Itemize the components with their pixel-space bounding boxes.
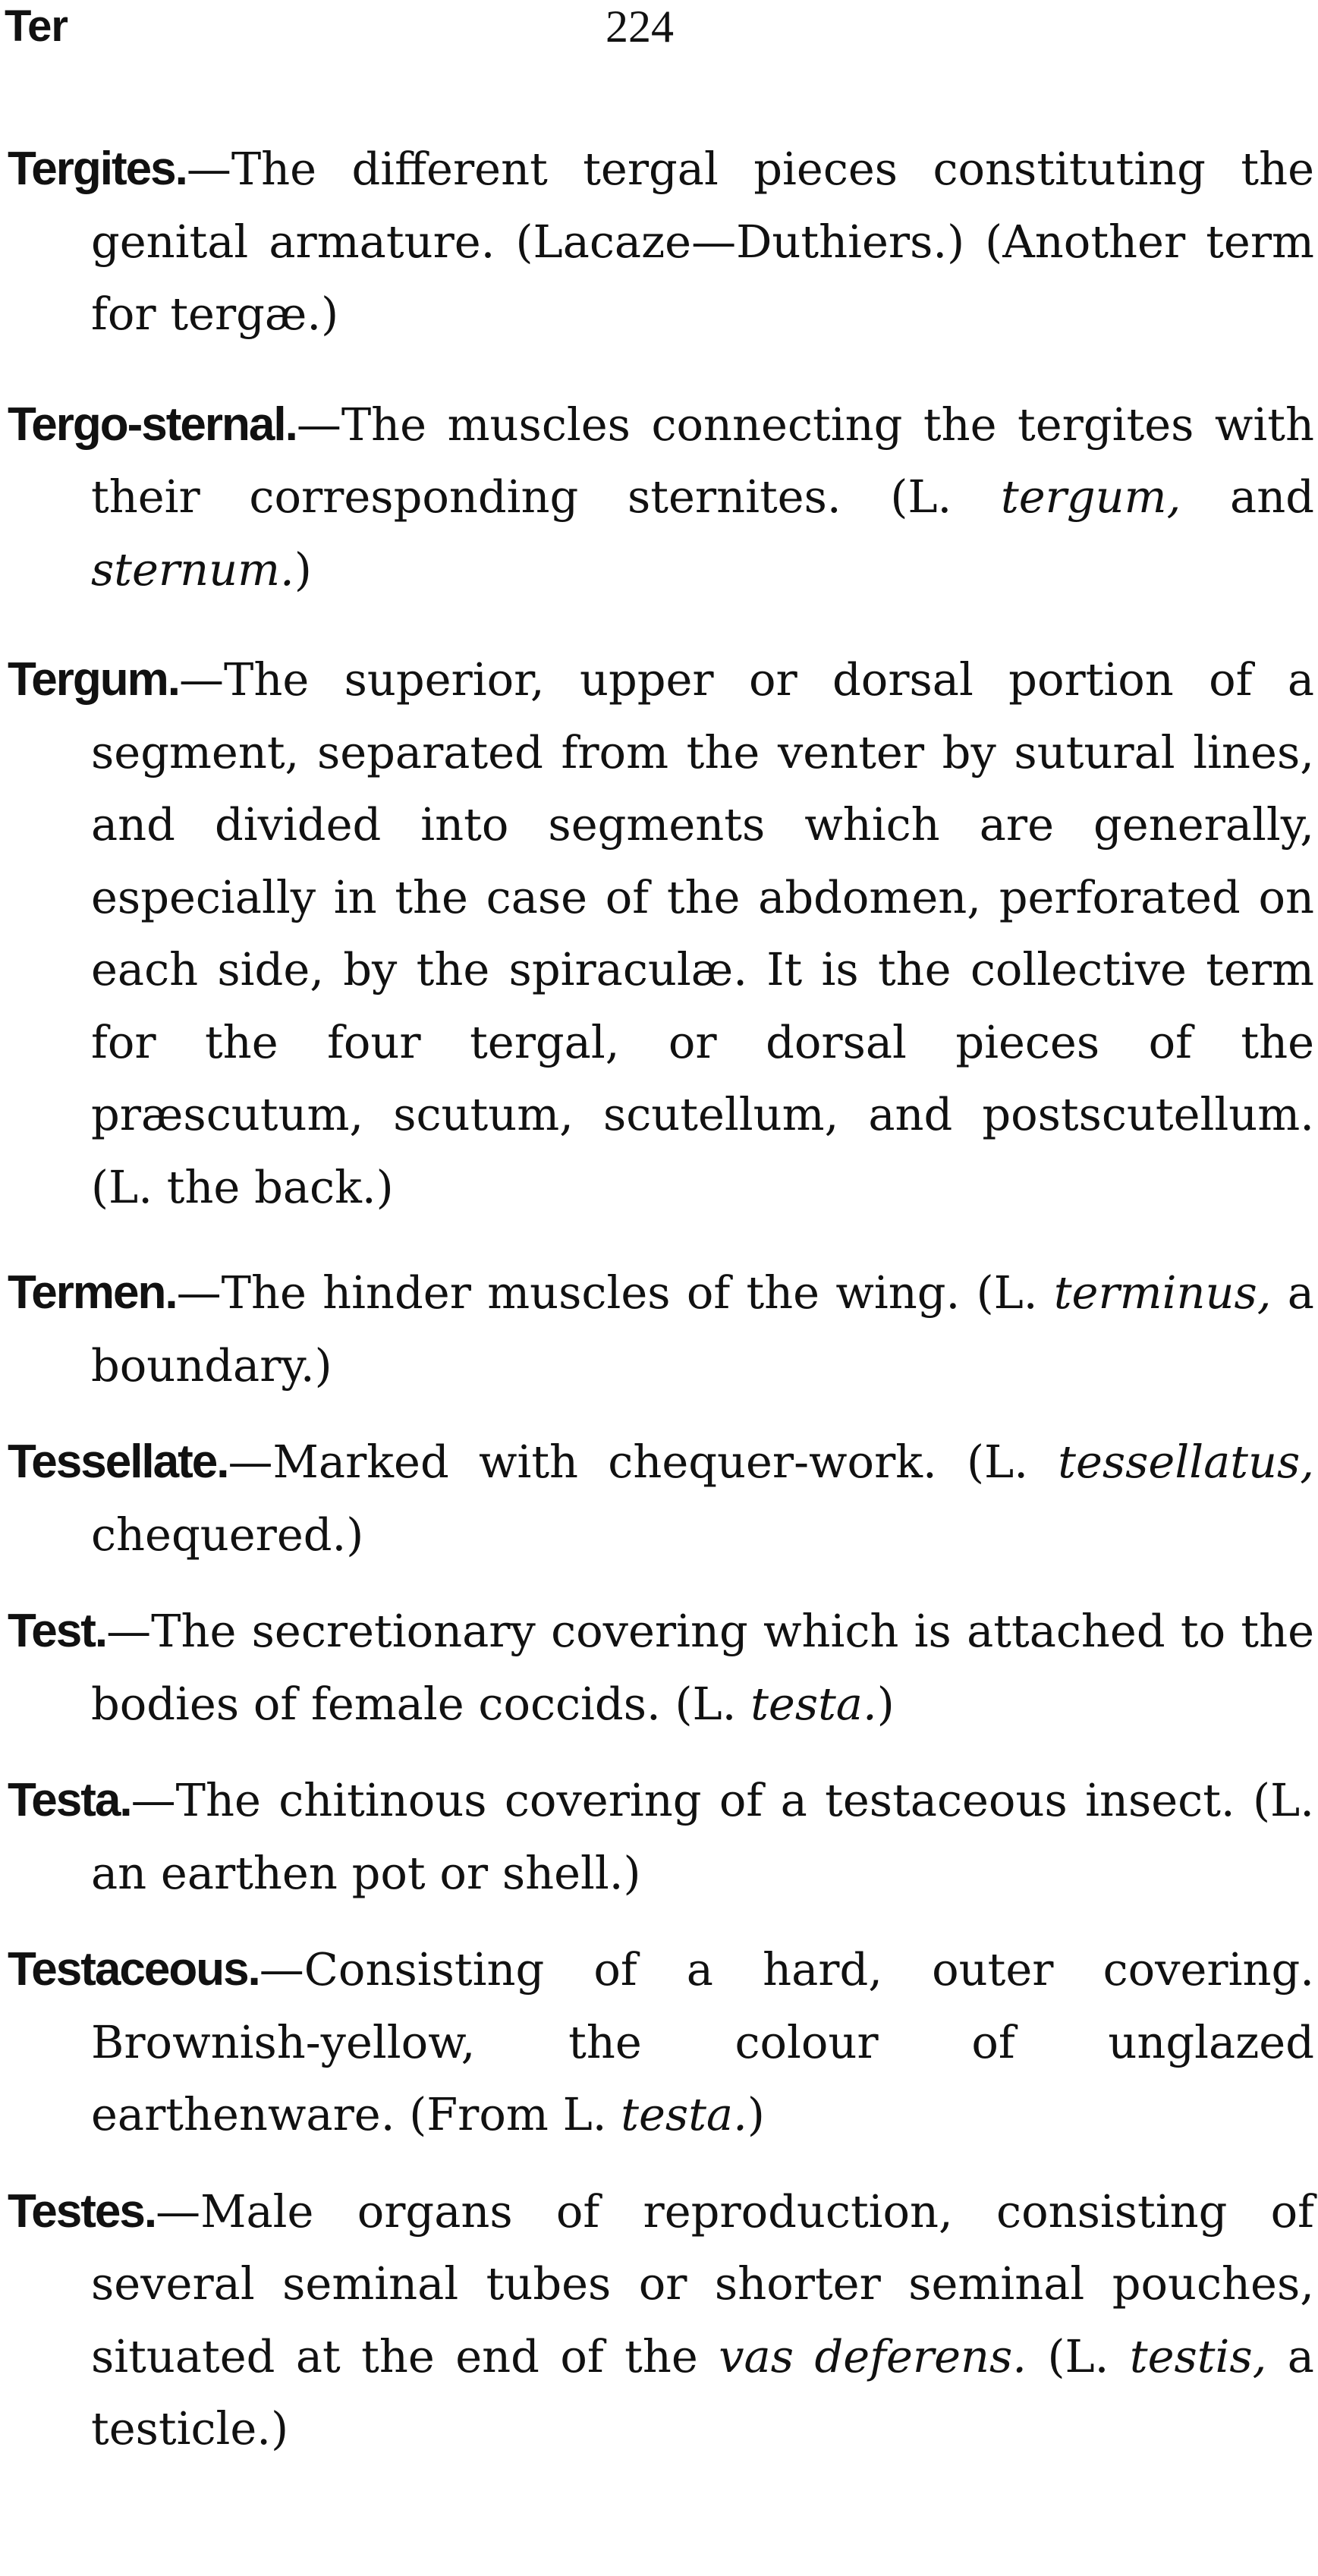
headword: Tergum. <box>8 653 179 706</box>
latin-term: testa. <box>750 1677 877 1730</box>
definition: (L. <box>1027 2329 1130 2383</box>
latin-term: sternum. <box>91 543 294 596</box>
dictionary-entries <box>8 133 1314 2465</box>
headword: Tessellate. <box>8 1436 228 1488</box>
entry-tergo-sternal <box>8 388 1314 606</box>
entry-tergum <box>8 643 1314 1223</box>
definition: a boundary.) <box>91 1266 1314 1392</box>
headword: Testes. <box>8 2184 156 2238</box>
page-number: 224 <box>606 2 674 52</box>
definition: —The different tergal pieces constituting the genital armature. (Lacaze—Duthiers.) (Another term for tergæ.) <box>91 143 1314 340</box>
definition: —The superior, upper or dorsal portion of a segment, separated from the venter by sutural lines, and divided into segments which are generally, especially in the case of the abdomen, perforated on each side, by the spiraculæ. It is the collective term for the four tergal, or dorsal pieces of the præscutum, scutum, scutellum, and postscutellum. (L. the back.) <box>91 653 1314 1213</box>
definition: ) <box>294 543 312 596</box>
definition: —The hinder muscles of the wing. (L. <box>176 1266 1054 1319</box>
definition: chequered.) <box>91 1508 364 1561</box>
definition: —Marked with chequer-work. (L. <box>228 1436 1058 1488</box>
entry-testaceous <box>8 1933 1314 2151</box>
definition: ) <box>747 2088 765 2140</box>
latin-term: terminus, <box>1053 1266 1272 1319</box>
definition: ) <box>876 1677 895 1730</box>
headword: Testaceous. <box>8 1943 260 1996</box>
entry-tergites <box>8 133 1314 351</box>
latin-term: vas deferens. <box>719 2329 1027 2383</box>
entry-termen <box>8 1257 1314 1401</box>
running-head: Ter <box>5 2 68 51</box>
definition: —The secretionary covering which is attached to the bodies of female coccids. (L. <box>91 1605 1314 1730</box>
definition: and <box>1181 470 1314 523</box>
latin-term: testa. <box>621 2088 747 2140</box>
entry-test <box>8 1595 1314 1740</box>
definition: —The chitinous covering of a testaceous insect. (L. an earthen pot or shell.) <box>91 1774 1314 1899</box>
headword: Testa. <box>8 1774 131 1826</box>
definition: —Male organs of reproduction, consisting of several seminal tubes or shorter seminal pouches, situated at the end of the <box>91 2184 1314 2383</box>
entry-tessellate <box>8 1426 1314 1571</box>
headword: Tergo-sternal. <box>8 398 297 451</box>
latin-term: tergum, <box>1001 470 1181 523</box>
entry-testa <box>8 1764 1314 1909</box>
definition: a testicle.) <box>91 2329 1314 2455</box>
headword: Tergites. <box>8 143 187 195</box>
headword: Termen. <box>8 1266 177 1319</box>
entry-testes <box>8 2175 1314 2465</box>
latin-term: tessellatus, <box>1058 1436 1314 1488</box>
definition: —Consisting of a hard, outer covering. Brownish-yellow, the colour of unglazed earthenware. (From L. <box>91 1943 1314 2140</box>
definition: —The muscles connecting the tergites with their corresponding sternites. (L. <box>91 398 1314 523</box>
latin-term: testis, <box>1129 2329 1267 2383</box>
page-header <box>0 0 1318 61</box>
headword: Test. <box>8 1605 107 1657</box>
